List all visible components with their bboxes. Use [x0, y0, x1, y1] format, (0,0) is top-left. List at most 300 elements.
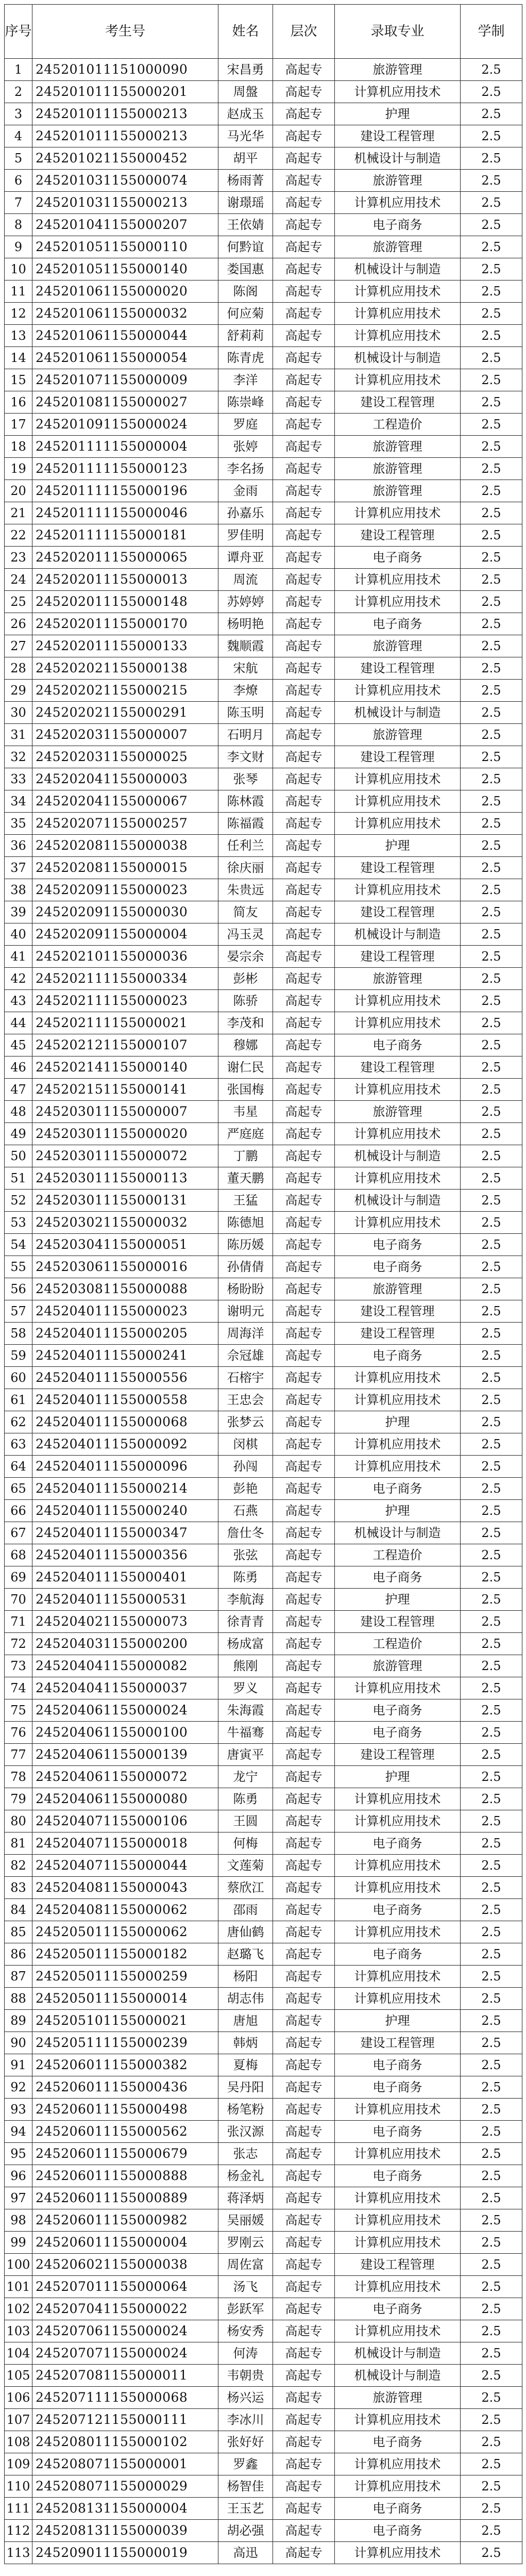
- table-row: [5, 1566, 522, 1589]
- cell-level: 高起专: [273, 214, 335, 236]
- cell-name: 石榕宇: [218, 1367, 273, 1389]
- table-row: [5, 1012, 522, 1034]
- cell-major: 旅游管理: [335, 724, 461, 746]
- cell-years: 2.5: [461, 2143, 522, 2165]
- table-row: [5, 1345, 522, 1367]
- cell-seq: 101: [5, 2276, 32, 2298]
- cell-years: 2.5: [461, 2342, 522, 2365]
- cell-years: 2.5: [461, 2542, 522, 2564]
- cell-major: 计算机应用技术: [335, 2320, 461, 2342]
- cell-seq: 85: [5, 1921, 32, 1943]
- cell-exam-id: 245202021155000291: [32, 702, 218, 724]
- table-row: [5, 1522, 522, 1544]
- cell-years: 2.5: [461, 1500, 522, 1522]
- cell-seq: 64: [5, 1456, 32, 1478]
- cell-level: 高起专: [273, 2209, 335, 2232]
- cell-name: 严庭庭: [218, 1123, 273, 1145]
- cell-seq: 74: [5, 1677, 32, 1699]
- table-row: [5, 214, 522, 236]
- cell-seq: 42: [5, 968, 32, 990]
- cell-exam-id: 245206011155000679: [32, 2143, 218, 2165]
- cell-major: 电子商务: [335, 214, 461, 236]
- table-row: [5, 990, 522, 1012]
- cell-exam-id: 245208131155000039: [32, 2520, 218, 2542]
- cell-seq: 104: [5, 2342, 32, 2365]
- table-row: [5, 1034, 522, 1056]
- cell-exam-id: 245204011155000214: [32, 1478, 218, 1500]
- cell-seq: 15: [5, 369, 32, 391]
- cell-major: 机械设计与制造: [335, 1522, 461, 1544]
- cell-name: 杨智佳: [218, 2475, 273, 2498]
- cell-level: 高起专: [273, 1212, 335, 1234]
- cell-seq: 72: [5, 1633, 32, 1655]
- cell-seq: 111: [5, 2498, 32, 2520]
- cell-level: 高起专: [273, 1389, 335, 1411]
- table-row: [5, 414, 522, 436]
- cell-seq: 51: [5, 1167, 32, 1190]
- cell-years: 2.5: [461, 2298, 522, 2320]
- table-row: [5, 680, 522, 702]
- cell-exam-id: 245202101155000036: [32, 946, 218, 968]
- cell-major: 电子商务: [335, 1034, 461, 1056]
- cell-major: 建设工程管理: [335, 1056, 461, 1079]
- cell-level: 高起专: [273, 2365, 335, 2387]
- cell-name: 晏宗余: [218, 946, 273, 968]
- table-row: [5, 1190, 522, 1212]
- cell-major: 旅游管理: [335, 59, 461, 81]
- table-row: [5, 1300, 522, 1323]
- cell-level: 高起专: [273, 790, 335, 813]
- cell-level: 高起专: [273, 1899, 335, 1921]
- cell-level: 高起专: [273, 857, 335, 879]
- cell-level: 高起专: [273, 2232, 335, 2254]
- cell-years: 2.5: [461, 1278, 522, 1300]
- cell-exam-id: 245201111155000181: [32, 524, 218, 547]
- cell-name: 张梦云: [218, 1411, 273, 1433]
- cell-name: 蔡欣江: [218, 1877, 273, 1899]
- table-row: [5, 790, 522, 813]
- table-row: [5, 2453, 522, 2475]
- cell-name: 韦星: [218, 1101, 273, 1123]
- cell-major: 机械设计与制造: [335, 702, 461, 724]
- cell-name: 陈玉明: [218, 702, 273, 724]
- cell-years: 2.5: [461, 2520, 522, 2542]
- cell-level: 高起专: [273, 2387, 335, 2409]
- cell-name: 李洋: [218, 369, 273, 391]
- cell-name: 宋航: [218, 657, 273, 680]
- table-row: [5, 768, 522, 790]
- table-row: [5, 2143, 522, 2165]
- cell-seq: 92: [5, 2076, 32, 2099]
- cell-years: 2.5: [461, 702, 522, 724]
- cell-name: 周海洋: [218, 1323, 273, 1345]
- cell-major: 电子商务: [335, 2121, 461, 2143]
- cell-name: 蒋泽炳: [218, 2187, 273, 2209]
- table-row: [5, 613, 522, 635]
- cell-major: 电子商务: [335, 2431, 461, 2453]
- cell-name: 娄国惠: [218, 258, 273, 280]
- cell-seq: 58: [5, 1323, 32, 1345]
- cell-major: 计算机应用技术: [335, 569, 461, 591]
- cell-major: 计算机应用技术: [335, 1079, 461, 1101]
- cell-major: 计算机应用技术: [335, 790, 461, 813]
- cell-exam-id: 245202121155000107: [32, 1034, 218, 1056]
- cell-name: 彭彬: [218, 968, 273, 990]
- cell-name: 王猛: [218, 1190, 273, 1212]
- cell-major: 计算机应用技术: [335, 680, 461, 702]
- cell-exam-id: 245204011155000241: [32, 1345, 218, 1367]
- cell-level: 高起专: [273, 1190, 335, 1212]
- cell-exam-id: 245204061155000080: [32, 1788, 218, 1810]
- cell-seq: 2: [5, 81, 32, 103]
- cell-seq: 77: [5, 1744, 32, 1766]
- table-row: [5, 524, 522, 547]
- cell-seq: 62: [5, 1411, 32, 1433]
- cell-major: 计算机应用技术: [335, 1810, 461, 1832]
- cell-level: 高起专: [273, 990, 335, 1012]
- cell-years: 2.5: [461, 303, 522, 325]
- cell-major: 计算机应用技术: [335, 1966, 461, 1988]
- cell-exam-id: 245206011155000498: [32, 2099, 218, 2121]
- cell-exam-id: 245207071155000024: [32, 2342, 218, 2365]
- cell-level: 高起专: [273, 1766, 335, 1788]
- cell-seq: 39: [5, 901, 32, 923]
- cell-major: 计算机应用技术: [335, 591, 461, 613]
- cell-major: 护理: [335, 103, 461, 125]
- table-row: [5, 59, 522, 81]
- cell-years: 2.5: [461, 2032, 522, 2054]
- cell-level: 高起专: [273, 1966, 335, 1988]
- cell-name: 罗佳明: [218, 524, 273, 547]
- cell-name: 马光华: [218, 125, 273, 147]
- cell-years: 2.5: [461, 1478, 522, 1500]
- cell-major: 建设工程管理: [335, 1300, 461, 1323]
- cell-level: 高起专: [273, 103, 335, 125]
- cell-name: 杨安秀: [218, 2320, 273, 2342]
- cell-exam-id: 245207081155000011: [32, 2365, 218, 2387]
- cell-major: 计算机应用技术: [335, 1012, 461, 1034]
- cell-exam-id: 245204011155000205: [32, 1323, 218, 1345]
- cell-years: 2.5: [461, 2475, 522, 2498]
- cell-major: 计算机应用技术: [335, 1212, 461, 1234]
- cell-level: 高起专: [273, 236, 335, 258]
- table-row: [5, 1877, 522, 1899]
- cell-years: 2.5: [461, 879, 522, 901]
- cell-years: 2.5: [461, 59, 522, 81]
- cell-level: 高起专: [273, 1633, 335, 1655]
- cell-name: 舒莉莉: [218, 325, 273, 347]
- cell-seq: 16: [5, 391, 32, 414]
- cell-seq: 106: [5, 2387, 32, 2409]
- cell-level: 高起专: [273, 2431, 335, 2453]
- cell-seq: 53: [5, 1212, 32, 1234]
- cell-years: 2.5: [461, 1611, 522, 1633]
- cell-name: 任利兰: [218, 835, 273, 857]
- cell-years: 2.5: [461, 2010, 522, 2032]
- cell-seq: 87: [5, 1966, 32, 1988]
- cell-name: 龙宁: [218, 1766, 273, 1788]
- table-row: [5, 1101, 522, 1123]
- cell-years: 2.5: [461, 2320, 522, 2342]
- cell-exam-id: 245207061155000024: [32, 2320, 218, 2342]
- cell-years: 2.5: [461, 968, 522, 990]
- cell-seq: 25: [5, 591, 32, 613]
- cell-name: 夏梅: [218, 2054, 273, 2076]
- cell-major: 计算机应用技术: [335, 2232, 461, 2254]
- cell-exam-id: 245204071155000106: [32, 1810, 218, 1832]
- cell-seq: 11: [5, 280, 32, 303]
- cell-exam-id: 245204011155000347: [32, 1522, 218, 1544]
- cell-level: 高起专: [273, 59, 335, 81]
- cell-exam-id: 245202011155000133: [32, 635, 218, 657]
- cell-major: 计算机应用技术: [335, 325, 461, 347]
- table-row: [5, 103, 522, 125]
- cell-exam-id: 245206011155000004: [32, 2232, 218, 2254]
- cell-level: 高起专: [273, 901, 335, 923]
- cell-years: 2.5: [461, 591, 522, 613]
- cell-major: 旅游管理: [335, 480, 461, 502]
- cell-seq: 68: [5, 1544, 32, 1566]
- table-row: [5, 2365, 522, 2387]
- table-row: [5, 1544, 522, 1566]
- cell-seq: 71: [5, 1611, 32, 1633]
- cell-seq: 90: [5, 2032, 32, 2054]
- cell-exam-id: 245202031155000025: [32, 746, 218, 768]
- cell-name: 杨明艳: [218, 613, 273, 635]
- cell-years: 2.5: [461, 635, 522, 657]
- table-row: [5, 702, 522, 724]
- cell-name: 张国梅: [218, 1079, 273, 1101]
- cell-name: 李航海: [218, 1589, 273, 1611]
- cell-years: 2.5: [461, 2453, 522, 2475]
- cell-years: 2.5: [461, 458, 522, 480]
- cell-exam-id: 245204071155000044: [32, 1855, 218, 1877]
- cell-level: 高起专: [273, 1167, 335, 1190]
- cell-level: 高起专: [273, 1300, 335, 1323]
- cell-level: 高起专: [273, 258, 335, 280]
- cell-major: 计算机应用技术: [335, 1123, 461, 1145]
- cell-exam-id: 245201111155000196: [32, 480, 218, 502]
- cell-level: 高起专: [273, 946, 335, 968]
- table-row: [5, 2232, 522, 2254]
- cell-seq: 94: [5, 2121, 32, 2143]
- table-row: [5, 1677, 522, 1699]
- cell-seq: 41: [5, 946, 32, 968]
- cell-exam-id: 245208071155000029: [32, 2475, 218, 2498]
- cell-level: 高起专: [273, 2520, 335, 2542]
- table-row: [5, 968, 522, 990]
- cell-exam-id: 245207111155000068: [32, 2387, 218, 2409]
- table-row: [5, 2209, 522, 2232]
- cell-years: 2.5: [461, 1389, 522, 1411]
- table-row: [5, 901, 522, 923]
- table-row: [5, 1500, 522, 1522]
- cell-name: 朱贵远: [218, 879, 273, 901]
- cell-major: 护理: [335, 835, 461, 857]
- cell-exam-id: 245204081155000062: [32, 1899, 218, 1921]
- table-row: [5, 2431, 522, 2453]
- cell-name: 赵成玉: [218, 103, 273, 125]
- cell-name: 陈德旭: [218, 1212, 273, 1234]
- cell-seq: 83: [5, 1877, 32, 1899]
- cell-exam-id: 245208011155000102: [32, 2431, 218, 2453]
- cell-exam-id: 245205011155000259: [32, 1966, 218, 1988]
- cell-exam-id: 245201091155000024: [32, 414, 218, 436]
- cell-seq: 79: [5, 1788, 32, 1810]
- cell-seq: 14: [5, 347, 32, 369]
- cell-seq: 45: [5, 1034, 32, 1056]
- cell-name: 徐庆丽: [218, 857, 273, 879]
- cell-level: 高起专: [273, 391, 335, 414]
- cell-exam-id: 245204011155000356: [32, 1544, 218, 1566]
- cell-level: 高起专: [273, 768, 335, 790]
- cell-seq: 36: [5, 835, 32, 857]
- cell-seq: 103: [5, 2320, 32, 2342]
- table-row: [5, 1921, 522, 1943]
- cell-level: 高起专: [273, 1500, 335, 1522]
- cell-exam-id: 245202151155000141: [32, 1079, 218, 1101]
- cell-major: 电子商务: [335, 1699, 461, 1722]
- table-row: [5, 1212, 522, 1234]
- cell-years: 2.5: [461, 768, 522, 790]
- cell-name: 金雨: [218, 480, 273, 502]
- cell-exam-id: 245202021155000138: [32, 657, 218, 680]
- cell-name: 吴丹阳: [218, 2076, 273, 2099]
- cell-level: 高起专: [273, 1544, 335, 1566]
- table-row: [5, 81, 522, 103]
- cell-major: 机械设计与制造: [335, 923, 461, 946]
- cell-seq: 65: [5, 1478, 32, 1500]
- cell-years: 2.5: [461, 1145, 522, 1167]
- cell-seq: 46: [5, 1056, 32, 1079]
- cell-major: 计算机应用技术: [335, 813, 461, 835]
- cell-level: 高起专: [273, 2542, 335, 2564]
- table-row: [5, 2076, 522, 2099]
- cell-major: 旅游管理: [335, 2387, 461, 2409]
- cell-level: 高起专: [273, 2276, 335, 2298]
- cell-major: 计算机应用技术: [335, 879, 461, 901]
- cell-name: 陈历媛: [218, 1234, 273, 1256]
- cell-major: 旅游管理: [335, 635, 461, 657]
- cell-years: 2.5: [461, 813, 522, 835]
- cell-seq: 57: [5, 1300, 32, 1323]
- cell-name: 魏顺霞: [218, 635, 273, 657]
- cell-seq: 80: [5, 1810, 32, 1832]
- cell-exam-id: 245203081155000088: [32, 1278, 218, 1300]
- cell-years: 2.5: [461, 2099, 522, 2121]
- cell-exam-id: 245202081155000015: [32, 857, 218, 879]
- cell-seq: 96: [5, 2165, 32, 2187]
- cell-level: 高起专: [273, 2320, 335, 2342]
- cell-years: 2.5: [461, 1589, 522, 1611]
- table-row: [5, 391, 522, 414]
- cell-level: 高起专: [273, 1345, 335, 1367]
- cell-seq: 50: [5, 1145, 32, 1167]
- cell-name: 汤飞: [218, 2276, 273, 2298]
- cell-years: 2.5: [461, 1101, 522, 1123]
- cell-name: 孙闯: [218, 1456, 273, 1478]
- header-row: [5, 5, 522, 59]
- cell-exam-id: 245201111155000046: [32, 502, 218, 524]
- cell-name: 李冰川: [218, 2409, 273, 2431]
- cell-major: 计算机应用技术: [335, 1389, 461, 1411]
- cell-name: 王忠会: [218, 1389, 273, 1411]
- table-row: [5, 1899, 522, 1921]
- cell-major: 电子商务: [335, 1478, 461, 1500]
- table-row: [5, 125, 522, 147]
- cell-name: 佘冠雄: [218, 1345, 273, 1367]
- cell-major: 计算机应用技术: [335, 1677, 461, 1699]
- cell-seq: 69: [5, 1566, 32, 1589]
- table-row: [5, 2187, 522, 2209]
- cell-seq: 82: [5, 1855, 32, 1877]
- cell-level: 高起专: [273, 502, 335, 524]
- cell-level: 高起专: [273, 1478, 335, 1500]
- cell-exam-id: 245204031155000200: [32, 1633, 218, 1655]
- cell-major: 旅游管理: [335, 458, 461, 480]
- header-seq: 序号: [5, 5, 32, 59]
- table-row: [5, 1722, 522, 1744]
- cell-major: 电子商务: [335, 1566, 461, 1589]
- cell-exam-id: 245201071155000009: [32, 369, 218, 391]
- cell-exam-id: 245201051155000110: [32, 236, 218, 258]
- cell-years: 2.5: [461, 347, 522, 369]
- cell-level: 高起专: [273, 2010, 335, 2032]
- cell-level: 高起专: [273, 746, 335, 768]
- cell-major: 建设工程管理: [335, 746, 461, 768]
- cell-major: 计算机应用技术: [335, 280, 461, 303]
- table-row: [5, 1855, 522, 1877]
- table-row: [5, 1367, 522, 1389]
- table-row: [5, 1256, 522, 1278]
- cell-years: 2.5: [461, 2276, 522, 2298]
- cell-years: 2.5: [461, 1034, 522, 1056]
- cell-major: 护理: [335, 1766, 461, 1788]
- cell-name: 杨金礼: [218, 2165, 273, 2187]
- cell-years: 2.5: [461, 2365, 522, 2387]
- cell-seq: 81: [5, 1832, 32, 1855]
- cell-years: 2.5: [461, 1234, 522, 1256]
- cell-major: 建设工程管理: [335, 657, 461, 680]
- cell-major: 计算机应用技术: [335, 1855, 461, 1877]
- cell-seq: 32: [5, 746, 32, 768]
- cell-major: 建设工程管理: [335, 901, 461, 923]
- cell-level: 高起专: [273, 1921, 335, 1943]
- cell-level: 高起专: [273, 1855, 335, 1877]
- cell-exam-id: 245205011155000182: [32, 1943, 218, 1966]
- cell-level: 高起专: [273, 170, 335, 192]
- cell-major: 计算机应用技术: [335, 303, 461, 325]
- cell-years: 2.5: [461, 1433, 522, 1456]
- cell-name: 牛福骞: [218, 1722, 273, 1744]
- cell-major: 电子商务: [335, 2298, 461, 2320]
- table-row: [5, 879, 522, 901]
- cell-level: 高起专: [273, 879, 335, 901]
- cell-exam-id: 245203041155000051: [32, 1234, 218, 1256]
- table-row: [5, 170, 522, 192]
- cell-exam-id: 245206011155000889: [32, 2187, 218, 2209]
- cell-years: 2.5: [461, 2054, 522, 2076]
- cell-exam-id: 245204021155000073: [32, 1611, 218, 1633]
- cell-name: 何涛: [218, 2342, 273, 2365]
- cell-major: 旅游管理: [335, 968, 461, 990]
- cell-exam-id: 245202091155000023: [32, 879, 218, 901]
- cell-level: 高起专: [273, 2143, 335, 2165]
- cell-years: 2.5: [461, 1079, 522, 1101]
- cell-years: 2.5: [461, 835, 522, 857]
- cell-years: 2.5: [461, 613, 522, 635]
- cell-level: 高起专: [273, 303, 335, 325]
